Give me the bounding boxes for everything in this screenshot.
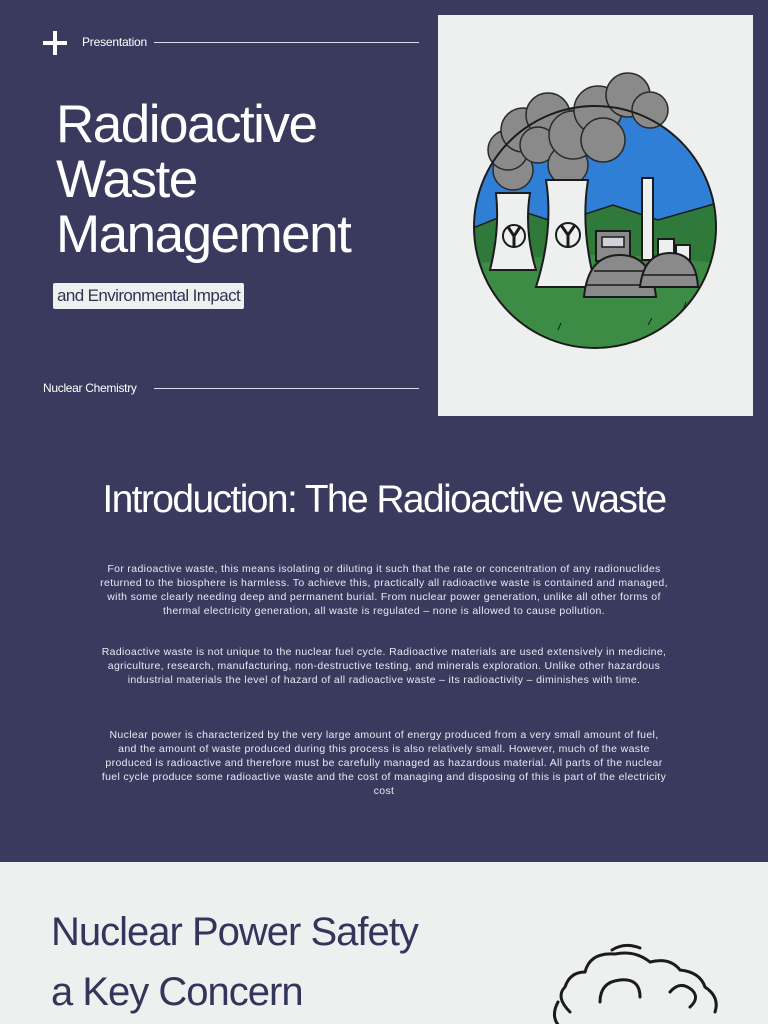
presentation-label: Presentation [82, 35, 147, 49]
nuclear-power-plant-icon [438, 15, 753, 416]
title-line: Management [56, 205, 351, 264]
plus-icon [43, 31, 67, 55]
subtitle-badge: and Environmental Impact [53, 283, 244, 309]
course-label: Nuclear Chemistry [43, 381, 137, 395]
intro-paragraph: Radioactive waste is not unique to the nuclear fuel cycle. Radioactive materials are used extensively in medicine, agriculture, research, manufacturing, non-destructive testing, and minerals exploration. Unlike other hazardous industrial materials the level of hazard of all radioactive waste – its radioactivity – diminishes with time. [101, 646, 667, 686]
illustration-frame [438, 15, 753, 416]
page-title [56, 97, 350, 262]
title-line: Radioactive [56, 95, 317, 154]
heading-line: a Key Concern [51, 970, 303, 1014]
heading-line: Nuclear Power Safety [51, 910, 418, 954]
intro-heading: Introduction: The Radioactive waste [102, 478, 666, 521]
title-line: Waste [56, 150, 197, 209]
intro-paragraph: Nuclear power is characterized by the very large amount of energy produced from a very small amount of fuel, and the amount of waste produced during this process is also relatively small. However, much of the waste produced is radioactive and therefore must be carefully managed as hazardous material. All parts of the nuclear fuel cycle produce some radioactive waste and the cost of managing and disposing of this is part of the electricity cost [101, 729, 667, 797]
footer-divider [154, 388, 419, 389]
safety-heading [51, 902, 418, 1022]
brain-icon [540, 942, 740, 1024]
header-divider [154, 42, 419, 43]
intro-paragraph: For radioactive waste, this means isolating or diluting it such that the rate or concentration of any radionuclides returned to the biosphere is harmless. To achieve this, practically all radioactive waste is contained and managed, with some clearly needing deep and permanent burial. From nuclear power generation, unlike all other forms of thermal electricity generation, all waste is regulated – none is allowed to cause pollution. [100, 563, 668, 617]
safety-slide [0, 862, 768, 1024]
